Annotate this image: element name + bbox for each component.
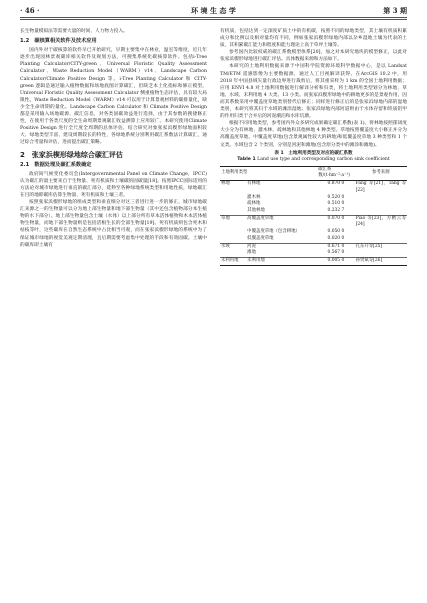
table-cell-subtype: 其他林地	[247, 208, 265, 213]
table-cell-coefficient: 0.567 0	[327, 250, 345, 256]
section-2-title: 2 张家浜楔形绿地综合碳汇评估	[20, 150, 123, 159]
table-header-coefficient: 碳汇系数/(t·hm⁻²·a⁻¹)	[317, 166, 354, 180]
intro-text: 长生物量模拟法等需要大量的时间、人力物力投入。	[20, 29, 128, 34]
table-cell-subtype: 滩地	[247, 250, 256, 256]
table-cell-subtype: 未利用地	[246, 257, 317, 265]
table-body	[220, 181, 407, 265]
right-paragraph-3: 本研究的土地利用数据来源于中国科学院资源环境科学数据中心，是以 Landsat TM/ETM 遥感影像为主要数据源，通过人工目视解译获得。在ArcGIS 10.2 中，用 2018 年中国县域矢量行政边界进行裁剪后，将其重采样为 1 km 的全国土地利用数据；应用 ENVI 4.8 对土地利用数据进行解译分析和归类，将土地利用类型划分为林地、草地、水域、未利用地 4 大类、13 小类。而张家浜楔形绿地中的耕地更多的是景观作用，因而其系数采用中覆盖度草地类别替代后修正；同样进行修正后的是张家浜绿地内部的湿地类别，本研究将其归于水域的滩涂湿地；张家浜绿地内部河道则由于水体存留和铁质铝甲的作用归类于合并后的河泥潮泊和水库坑塘。	[220, 64, 407, 120]
table-cell-subtype: 低覆盖度草地	[247, 235, 274, 241]
right-paragraph-2: 参考国内比较权威的碳汇系数模型体系[20]，加之对本研究地块的模型修正，以此对张家浜楔形绿地进行碳汇评估。具体数据来源和方法如下。	[220, 50, 407, 63]
right-paragraph-4: 根据不同用地类型，参考国内外众多研究成果确定碳汇系数(表 1)。将林地按照郁闭度大小分为有林地、灌木林、疏林地和其他林地 4 种类型。草地按照覆盖度大小修正并分为高覆盖度草地、中覆盖度草地(包含景观属性较大的耕地)和低覆盖度草地 3 种类型和 1 个文类。水域包含 2 个类别，分别是河泥和滩地(包含原分类中的滩涂和滩地)。	[220, 121, 407, 148]
header-rule-top	[20, 17, 407, 18]
table-caption-en-text: Land use type and corresponding carbon sink coefficient	[257, 157, 390, 163]
table-cell-category: 林地	[221, 181, 230, 187]
table-cell-category	[220, 236, 246, 243]
header-rule-bottom	[20, 19, 407, 20]
table-cell-category	[220, 201, 246, 208]
table-cell-subtype: 疏林地	[247, 201, 261, 207]
carbon-coefficient-table	[220, 166, 407, 266]
table-cell-category	[220, 195, 246, 202]
journal-title: 环 境 生 态 学	[191, 6, 236, 15]
table-cell-source: 孔东升等[25]	[355, 243, 407, 250]
table-cell-category	[220, 250, 246, 257]
table-header-source: 参考来源	[355, 166, 407, 180]
table-cell-coefficient: 0.020 0	[327, 235, 345, 241]
table-cell-coefficient: 0.510 0	[327, 201, 345, 207]
issue-label: 第 3 期	[383, 6, 407, 15]
table-caption-cn: 表 1 土地利用类型及对应的碳汇系数	[274, 150, 353, 156]
table-row	[220, 229, 407, 236]
table-cell-category: 未利用地	[220, 257, 246, 265]
table-cell-source: 孙贤斌等[26]	[355, 257, 407, 265]
table-cell-subtype: 河泥	[246, 243, 317, 250]
section-1-2-paragraph: 国内外对于碳核算的软件早已开始研究，早期主要集中在林业，温室等维度，近几年逐步出现园林景观碳库相关软件及规划方法，可搜集系统化碳核算软件。包括i-Tree Planting Calculator/CITY-green、Universal Floristic Quality Assessment Calculator、Waste Reduction Model（WARM）v14、Landscape Carbon Calculator/Climate Positive Design 等。i-Tree Planting Calculator 和 CITY-green 逻辑是通过输入植物数据和场地底图计算碳汇，但缺乏本土化指标和修正模型。Universal Floristic Quality Assessment Calculator 侧重植物生态评估，具有较大局限性。Waste Reduction Model（WARM）v14 可以用于计算景观材料的碳排量化，缺少全生命周期的量化。Landscape Carbon Calculator 和 Climate Positive Design 都是采用输入场地碳源、碳汇信息，对各类固碳效益进行选择，由于其参数的搜捷修正性，在使用于各类尺度的全生命周期景观碳汇收益测算上应用较广。本研究使用Climate Positive Design 进行全尺度全周期的总体评估，结合研究对象张家浜楔形绿地面积较大、绿地类型丰富、建设周期较长的特性，各绿地系统分别利用碳汇系数法计算碳汇，通过综合考量和评估，进而提出碳汇策略。	[20, 48, 207, 146]
table-cell-category: 草地	[220, 215, 246, 229]
table-cell-coefficient: 0.005 0	[317, 257, 354, 265]
right-paragraph-1: 有机质，包括达到一定深度矿质土中的有机碳，按照不同的绿地类型，其土壤有机质积累成分和比例以及相对量均有不同，例如张家浜楔形绿地内部以杂乡湿地土壤为代表的土质，其积累碳汇能力和程度和能力理论上高于草坪土壤等。	[220, 29, 407, 49]
table-cell-source	[355, 208, 407, 215]
section-2-1-paragraph-1: 政府间气候变化委员会(Intergovernmental Panel on Climate Change，IPCC)认为碳汇的量主要来自于生物量、死有机质和土壤碳的固碳量[18]。按照IPCC国际适用的方法论对城市绿地进行垂直的碳汇部分，延伸至各种绿地系统类型和用地性质，绿地碳汇在目的地即碳库估算生物量、死有机质和土壤三者。	[20, 171, 207, 198]
table-cell-category	[220, 208, 246, 215]
table-cell-source	[355, 201, 407, 208]
table-header-land-type: 土地利用类型	[220, 166, 317, 180]
table-cell-source: Piao 等[23]，方精云等[24]	[355, 215, 406, 228]
table-row	[220, 215, 407, 229]
table-cell-subtype: 灌木林	[247, 194, 261, 200]
table-cell-coefficient: 0.870 0	[327, 181, 345, 187]
section-2-1-title: 2.1 数据处理及碳汇系数确定	[20, 161, 92, 168]
table-row	[220, 236, 407, 243]
table-cell-category	[220, 229, 246, 236]
table-cell-coefficient: 0.520 0	[327, 194, 345, 200]
table-caption-en	[220, 157, 407, 164]
table-cell-source	[355, 250, 407, 257]
table-cell-source	[355, 195, 407, 202]
table-cell-category: 水域	[220, 243, 246, 250]
table-cell-subtype: 中覆盖度草地（包含耕地）	[247, 229, 300, 235]
table-cell-source	[355, 229, 407, 236]
table-cell-coefficient: 0.070 0	[317, 215, 354, 229]
section-1-2-title: 1.2 碳核算相关软件及技术应用	[20, 38, 97, 45]
table-row	[220, 201, 407, 208]
section-2-1-paragraph-2: 按照张家浜楔形绿地的组成类型和垂直细分对这三者进行进一步的修正，城市绿地碳汇来源之一的生物量可以分为地上部生物量和地下部生物量（其中还包含植物部分本生植物的水下部分）。地上部生物量包含土壤（水体）以上部分所有草本活体植物和木本活体植物生物量，而地下部生物量则是包括活根生长的全部生物量[19]。死有机质则包含死木和枯枝等叶，这些碳库在自然生态系统中占比相当可观，而在张家浜楔形绿地的系统中为了保证城市绿地的视觉美观定期清理，且后期需要考虑集中处理的手段和有效固碳。土壤中的碳库即土壤有	[20, 200, 207, 248]
table-caption	[220, 151, 407, 164]
table-cell-coefficient: 0.232 7	[327, 208, 345, 213]
table-cell-source: Fang 等[21]，Tang 等[22]	[355, 181, 406, 193]
table-header-row	[220, 166, 407, 180]
table-row	[220, 250, 407, 257]
table-cell-subtype: 高覆盖度草地	[246, 215, 317, 229]
table-row	[220, 208, 407, 215]
table-cell-subtype: 有林地	[247, 181, 261, 187]
table-cell-coefficient: 0.050 0	[327, 229, 345, 235]
table-row	[220, 257, 407, 265]
page-number: · 46 ·	[20, 6, 40, 15]
table-cell-coefficient: 0.671 0	[317, 243, 354, 250]
left-column	[20, 28, 207, 249]
table-caption-en-label: Table 1	[237, 157, 256, 163]
right-column	[220, 28, 407, 266]
table-cell-source	[355, 236, 407, 243]
table-row	[220, 181, 407, 195]
